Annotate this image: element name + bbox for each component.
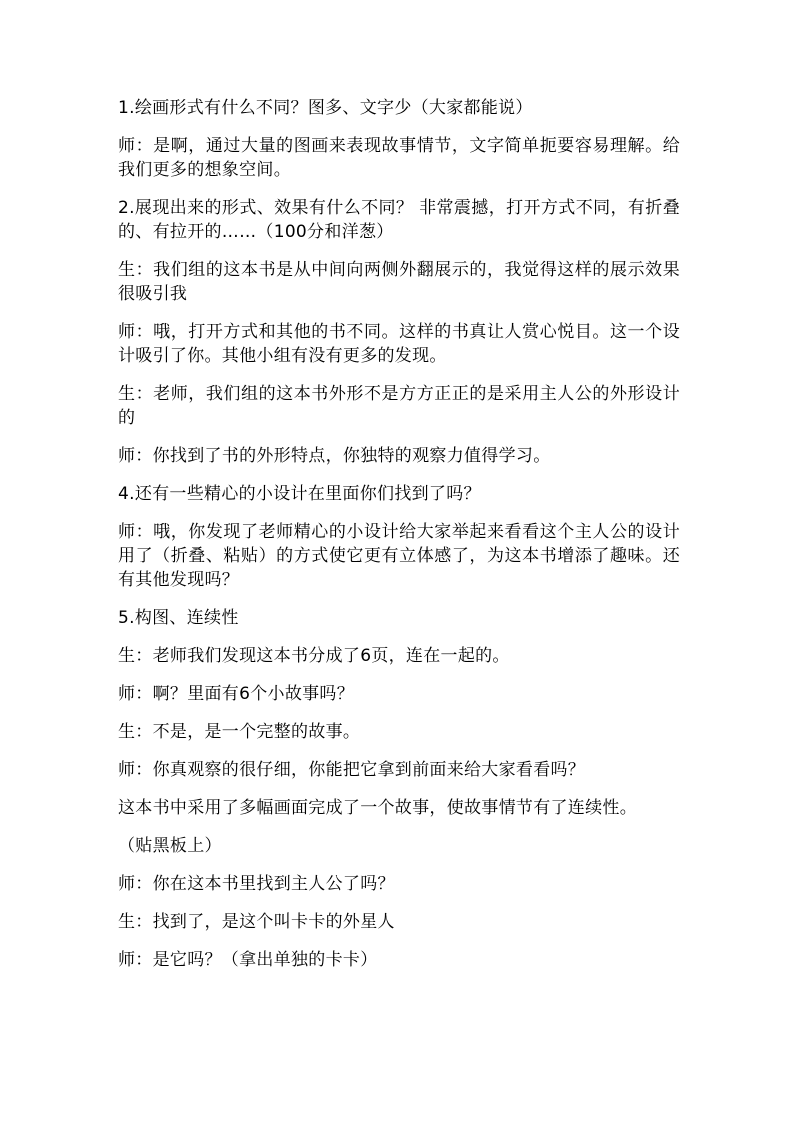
paragraph-19: 师：是它吗？（拿出单独的卡卡） bbox=[118, 950, 378, 970]
paragraph-5: 师：哦，打开方式和其他的书不同。这样的书真让人赏心悦目。这一个设计吸引了你。其他小组有没有更多的发现。 bbox=[118, 322, 680, 366]
paragraph-3: 2.展现出来的形式、效果有什么不同？ 非常震撼，打开方式不同，有折叠的、有拉开的……（100分和洋葱） bbox=[118, 198, 680, 242]
paragraph-8: 4.还有一些精心的小设计在里面你们找到了吗？ bbox=[118, 484, 481, 504]
paragraph-4: 生：我们组的这本书是从中间向两侧外翻展示的，我觉得这样的展示效果很吸引我 bbox=[118, 260, 680, 304]
paragraph-13: 生：不是，是一个完整的故事。 bbox=[118, 722, 361, 742]
paragraph-18: 生：找到了，是这个叫卡卡的外星人 bbox=[118, 912, 395, 932]
paragraph-17: 师：你在这本书里找到主人公了吗？ bbox=[118, 874, 395, 894]
document-page bbox=[118, 96, 680, 986]
paragraph-14: 师：你真观察的很仔细，你能把它拿到前面来给大家看看吗？ bbox=[118, 760, 586, 780]
paragraph-1: 1.绘画形式有什么不同？图多、文字少（大家都能说） bbox=[118, 98, 533, 118]
paragraph-6: 生：老师，我们组的这本书外形不是方方正正的是采用主人公的外形设计的 bbox=[118, 384, 680, 428]
paragraph-9: 师：哦，你发现了老师精心的小设计给大家举起来看看这个主人公的设计用了（折叠、粘贴）的方式使它更有立体感了，为这本书增添了趣味。还有其他发现吗？ bbox=[118, 522, 680, 590]
paragraph-16: （贴黑板上） bbox=[118, 836, 222, 856]
paragraph-15: 这本书中采用了多幅画面完成了一个故事，使故事情节有了连续性。 bbox=[118, 798, 637, 818]
paragraph-10: 5.构图、连续性 bbox=[118, 608, 239, 628]
paragraph-2: 师：是啊，通过大量的图画来表现故事情节，文字简单扼要容易理解。给我们更多的想象空间。 bbox=[118, 136, 680, 180]
paragraph-7: 师：你找到了书的外形特点，你独特的观察力值得学习。 bbox=[118, 446, 551, 466]
paragraph-11: 生：老师我们发现这本书分成了6页，连在一起的。 bbox=[118, 646, 510, 666]
paragraph-12: 师：啊？里面有6个小故事吗？ bbox=[118, 684, 355, 704]
